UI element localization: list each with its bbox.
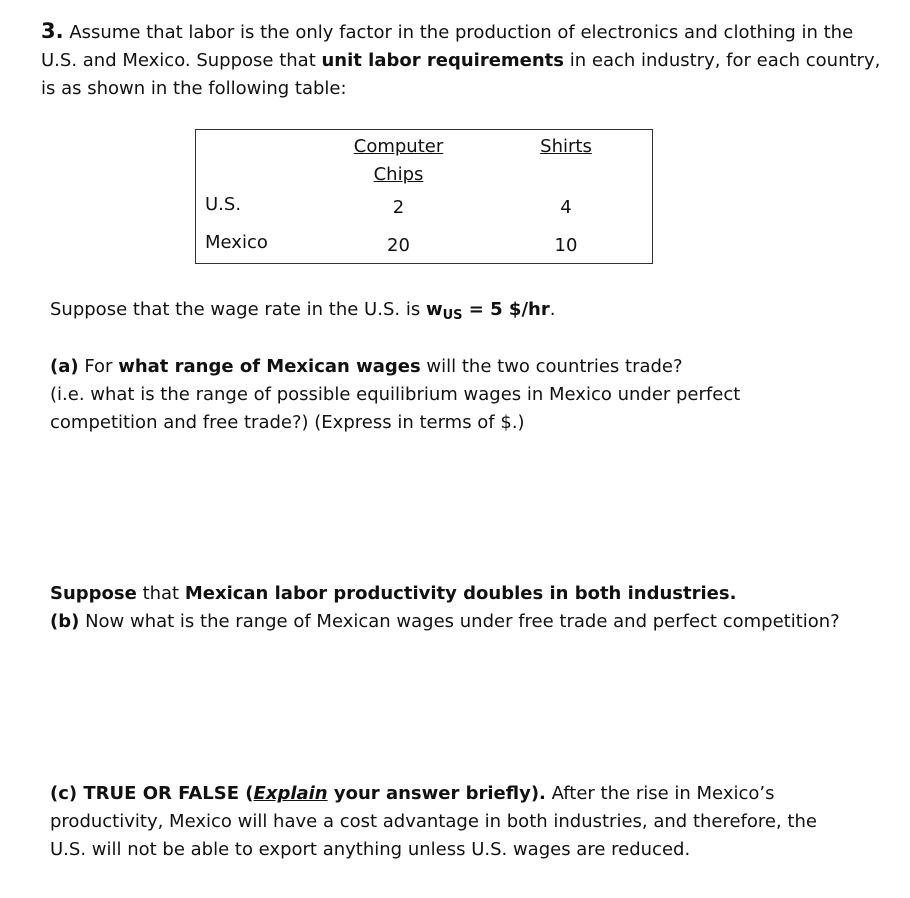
part-a-line-2: (i.e. what is the range of possible equilibrium wages in Mexico under perfect (50, 384, 741, 405)
part-a-label: (a) (50, 356, 79, 377)
part-c-line-2: productivity, Mexico will have a cost advantage in both industries, and therefore, the (50, 811, 817, 832)
part-b-bold: Mexican labor productivity doubles in both industries. (184, 583, 737, 604)
part-b-label: (b) (50, 611, 80, 632)
part-c-explain: Explain (253, 783, 328, 804)
part-c-text-1: After the rise in Mexico’s (545, 783, 775, 804)
part-b-line-1 (50, 580, 900, 608)
part-a-text-2: will the two countries trade? (420, 356, 683, 377)
header-computer-chips (336, 133, 461, 189)
wage-text-3: . (549, 299, 556, 320)
part-c (50, 780, 890, 864)
wage-text-1: Suppose that the wage rate in the U.S. is (50, 299, 426, 320)
part-a-line-1 (50, 353, 890, 381)
part-b (50, 580, 900, 636)
question-intro (41, 17, 891, 103)
part-a (50, 353, 890, 437)
part-a-text-1: For (78, 356, 119, 377)
part-c-line-3: U.S. will not be able to export anything unless U.S. wages are reduced. (50, 839, 691, 860)
header-chips-line-1: Computer (353, 136, 444, 157)
cell-mexico-shirts: 10 (554, 235, 578, 256)
part-b-text-1: that (136, 583, 185, 604)
question-number: 3. (41, 19, 64, 43)
header-shirts: Shirts (540, 136, 592, 157)
part-c-bold-2: your answer briefly). (327, 783, 546, 804)
header-chips-line-2: Chips (373, 164, 424, 185)
cell-us-chips: 2 (392, 197, 405, 218)
part-b-question: Now what is the range of Mexican wages under free trade and perfect competition? (79, 611, 840, 632)
wage-equals: = (462, 299, 491, 320)
part-b-line-2 (50, 608, 900, 636)
part-b-suppose: Suppose (50, 583, 137, 604)
intro-text-2: in each industry, for each country, is as shown in the following table: (41, 50, 881, 99)
cell-us-shirts: 4 (560, 197, 572, 218)
part-c-line-1 (50, 780, 890, 808)
intro-text-1: Assume that labor is the only factor in the production of electronics and clothing in the U.S. and Mexico. Suppose that (41, 22, 854, 71)
part-c-bold-1: (c) TRUE OR FALSE ( (50, 783, 254, 804)
labor-requirements-table (195, 129, 653, 264)
wage-statement (50, 296, 890, 330)
row-label-mexico: Mexico (205, 232, 268, 253)
cell-mexico-chips: 20 (387, 235, 410, 256)
part-a-line-3: competition and free trade?) (Express in terms of $.) (50, 412, 525, 433)
row-label-us: U.S. (205, 194, 242, 215)
wage-value: 5 $/hr (490, 299, 550, 320)
wage-symbol: w (425, 299, 443, 320)
part-a-bold: what range of Mexican wages (118, 356, 421, 377)
wage-subscript: US (442, 308, 463, 323)
intro-bold-term: unit labor requirements (321, 50, 565, 71)
